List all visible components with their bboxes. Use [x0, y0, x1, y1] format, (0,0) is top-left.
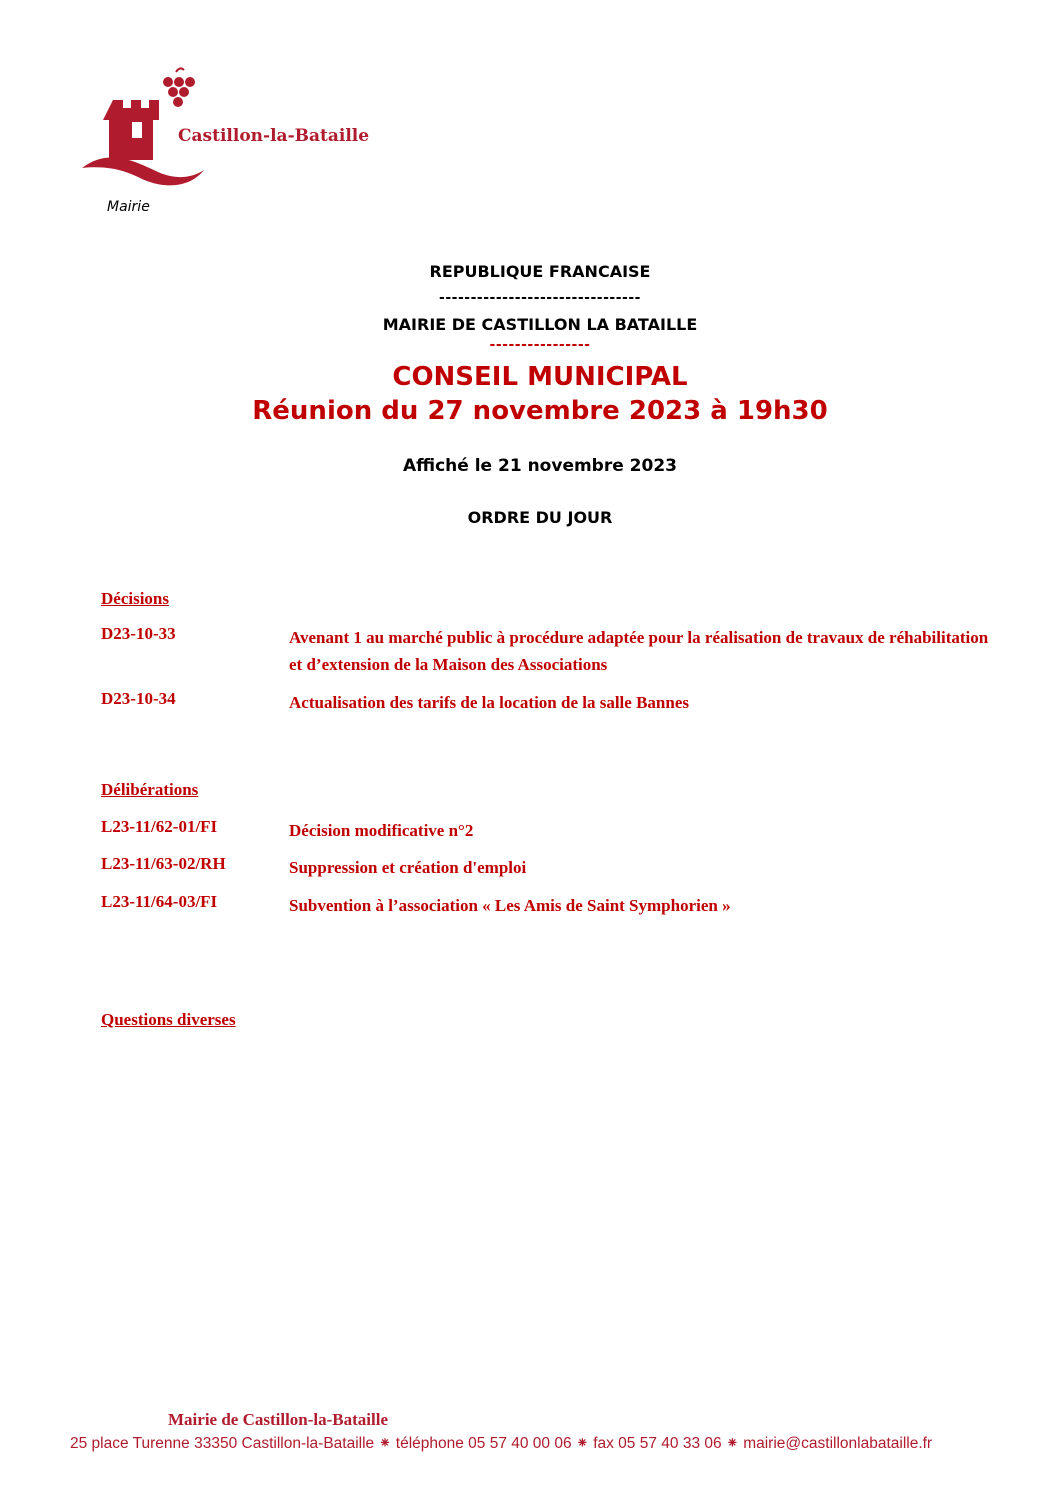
item-text: Actualisation des tarifs de la location de la salle Bannes [289, 693, 689, 712]
republic-heading: REPUBLIQUE FRANCAISE [429, 262, 651, 281]
item-code: D23-10-34 [101, 689, 176, 708]
meeting-date: Réunion du 27 novembre 2023 à 19h30 [252, 396, 828, 426]
logo-subtitle: Mairie [107, 199, 150, 215]
deliberations-heading: Délibérations [101, 780, 199, 799]
posted-date: Affiché le 21 novembre 2023 [402, 456, 678, 476]
separator: -------------------------------- [439, 290, 641, 306]
item-text: Décision modificative n°2 [289, 821, 474, 840]
item-code: D23-10-33 [101, 624, 176, 643]
logo-town-name: Castillon-la-Bataille [178, 126, 370, 146]
page-title: CONSEIL MUNICIPAL [392, 362, 688, 392]
footer-name: Mairie de Castillon-la-Bataille [168, 1410, 389, 1429]
item-text: Suppression et création d'emploi [289, 858, 527, 877]
item-code: L23-11/63-02/RH [101, 854, 226, 873]
mairie-heading: MAIRIE DE CASTILLON LA BATAILLE [382, 315, 698, 334]
questions-heading: Questions diverses [101, 1010, 236, 1029]
item-text: Avenant 1 au marché public à procédure adaptée pour la réalisation de travaux de réhabilitation et d’extension de la Maison des Associations [289, 628, 989, 674]
separator: ---------------- [489, 337, 591, 353]
town-logo [80, 64, 390, 224]
item-code: L23-11/64-03/FI [101, 892, 218, 911]
decisions-heading: Décisions [101, 589, 169, 608]
footer-address: 25 place Turenne 33350 Castillon-la-Bataille ⁕ téléphone 05 57 40 00 06 ⁕ fax 05 57 40 33 06 ⁕ mairie@castillonlabataille.fr [70, 1435, 933, 1452]
item-text: Subvention à l’association « Les Amis de Saint Symphorien » [289, 896, 731, 915]
agenda-heading: ORDRE DU JOUR [467, 508, 613, 527]
item-code: L23-11/62-01/FI [101, 817, 218, 836]
